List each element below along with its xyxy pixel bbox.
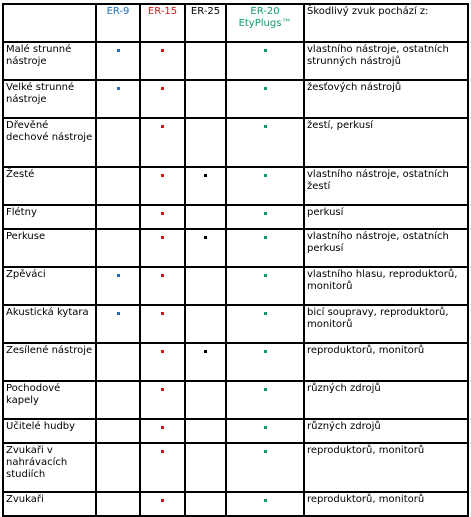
instrument-cell: Učitelé hudby [3, 419, 96, 443]
table-row [3, 80, 468, 118]
er20-recommended-marker [264, 388, 267, 391]
instrument-cell: Akustická kytara [3, 305, 96, 343]
noise-source-cell: vlastního nástroje, ostatních strunných nástrojů [304, 42, 468, 80]
noise-source-cell: žesťových nástrojů [304, 80, 468, 118]
er20-cell [226, 229, 304, 267]
er9-cell [96, 267, 140, 305]
er9-recommended-marker [117, 312, 120, 315]
er15-cell [140, 118, 185, 167]
er15-cell [140, 267, 185, 305]
instrument-cell: Zvukaři v nahrávacích studiích [3, 443, 96, 492]
table-row [3, 305, 468, 343]
table-row [3, 419, 468, 443]
instrument-cell: Malé strunné nástroje [3, 42, 96, 80]
er20-cell [226, 118, 304, 167]
instrument-cell: Pochodové kapely [3, 381, 96, 419]
er25-cell [185, 443, 226, 492]
noise-source-cell: vlastního nástroje, ostatních žestí [304, 167, 468, 205]
er9-cell [96, 492, 140, 516]
instrument-cell: Zvukaři [3, 492, 96, 516]
er9-recommended-marker [117, 87, 120, 90]
er20-recommended-marker [264, 125, 267, 128]
er9-cell [96, 343, 140, 381]
er20-recommended-marker [264, 426, 267, 429]
er9-recommended-marker [117, 274, 120, 277]
er9-cell [96, 205, 140, 229]
er9-cell [96, 167, 140, 205]
er20-recommended-marker [264, 499, 267, 502]
er15-cell [140, 80, 185, 118]
er20-recommended-marker [264, 350, 267, 353]
er9-cell [96, 80, 140, 118]
er15-recommended-marker [161, 236, 164, 239]
er15-cell [140, 229, 185, 267]
er25-cell [185, 229, 226, 267]
instrument-cell: Dřevěné dechové nástroje [3, 118, 96, 167]
er20-cell [226, 305, 304, 343]
earplug-recommendation-table [2, 3, 469, 517]
er20-cell [226, 492, 304, 516]
header-er20-brand: EtyPlugs™ [238, 18, 292, 29]
er25-cell [185, 492, 226, 516]
noise-source-cell: vlastního nástroje, ostatních perkusí [304, 229, 468, 267]
er9-cell [96, 42, 140, 80]
er25-cell [185, 343, 226, 381]
noise-source-cell: různých zdrojů [304, 419, 468, 443]
er20-cell [226, 443, 304, 492]
er25-cell [185, 305, 226, 343]
er20-cell [226, 381, 304, 419]
er25-cell [185, 80, 226, 118]
er20-recommended-marker [264, 212, 267, 215]
er15-cell [140, 381, 185, 419]
table-row [3, 443, 468, 492]
er20-cell [226, 343, 304, 381]
header-er15: ER-15 [140, 4, 185, 42]
er20-recommended-marker [264, 174, 267, 177]
er15-recommended-marker [161, 450, 164, 453]
er20-recommended-marker [264, 49, 267, 52]
noise-source-cell: vlastního hlasu, reproduktorů, monitorů [304, 267, 468, 305]
header-source: Škodlivý zvuk pochází z: [304, 4, 468, 42]
er25-recommended-marker [204, 174, 207, 177]
table-row [3, 205, 468, 229]
table-row [3, 492, 468, 516]
instrument-cell: Flétny [3, 205, 96, 229]
instrument-cell: Žesté [3, 167, 96, 205]
er25-cell [185, 381, 226, 419]
er15-cell [140, 443, 185, 492]
er15-recommended-marker [161, 49, 164, 52]
er15-recommended-marker [161, 312, 164, 315]
er25-recommended-marker [204, 236, 207, 239]
er20-recommended-marker [264, 87, 267, 90]
er15-cell [140, 42, 185, 80]
er15-recommended-marker [161, 125, 164, 128]
instrument-cell: Zpěváci [3, 267, 96, 305]
er20-recommended-marker [264, 450, 267, 453]
header-er9: ER-9 [96, 4, 140, 42]
er15-cell [140, 167, 185, 205]
er15-recommended-marker [161, 87, 164, 90]
er15-cell [140, 492, 185, 516]
er15-cell [140, 205, 185, 229]
er20-recommended-marker [264, 236, 267, 239]
table-row [3, 267, 468, 305]
er25-cell [185, 42, 226, 80]
er9-cell [96, 118, 140, 167]
er15-cell [140, 305, 185, 343]
er15-cell [140, 343, 185, 381]
noise-source-cell: reproduktorů, monitorů [304, 343, 468, 381]
er9-cell [96, 443, 140, 492]
er9-cell [96, 229, 140, 267]
er20-cell [226, 205, 304, 229]
er20-recommended-marker [264, 274, 267, 277]
table-row [3, 229, 468, 267]
er25-cell [185, 118, 226, 167]
header-er25: ER-25 [185, 4, 226, 42]
noise-source-cell: různých zdrojů [304, 381, 468, 419]
er25-cell [185, 205, 226, 229]
instrument-cell: Zesílené nástroje [3, 343, 96, 381]
er15-recommended-marker [161, 350, 164, 353]
er25-cell [185, 167, 226, 205]
er20-cell [226, 167, 304, 205]
earplug-table-container [2, 3, 469, 517]
table-row [3, 42, 468, 80]
er15-recommended-marker [161, 212, 164, 215]
er15-recommended-marker [161, 426, 164, 429]
table-row [3, 118, 468, 167]
noise-source-cell: bicí soupravy, reproduktorů, monitorů [304, 305, 468, 343]
er25-cell [185, 419, 226, 443]
noise-source-cell: reproduktorů, monitorů [304, 492, 468, 516]
er9-cell [96, 419, 140, 443]
er20-cell [226, 42, 304, 80]
er20-recommended-marker [264, 312, 267, 315]
er15-recommended-marker [161, 388, 164, 391]
table-row [3, 167, 468, 205]
instrument-cell: Perkuse [3, 229, 96, 267]
table-row [3, 381, 468, 419]
header-row [3, 4, 468, 42]
er9-recommended-marker [117, 49, 120, 52]
noise-source-cell: perkusí [304, 205, 468, 229]
noise-source-cell: reproduktorů, monitorů [304, 443, 468, 492]
table-body [3, 42, 468, 516]
er15-recommended-marker [161, 274, 164, 277]
er9-cell [96, 381, 140, 419]
header-er20-model: ER-20 [250, 6, 280, 17]
er20-cell [226, 419, 304, 443]
er25-cell [185, 267, 226, 305]
noise-source-cell: žestí, perkusí [304, 118, 468, 167]
er25-recommended-marker [204, 350, 207, 353]
er9-cell [96, 305, 140, 343]
er15-cell [140, 419, 185, 443]
er20-cell [226, 80, 304, 118]
table-row [3, 343, 468, 381]
header-instrument [3, 4, 96, 42]
er20-cell [226, 267, 304, 305]
er15-recommended-marker [161, 174, 164, 177]
instrument-cell: Velké strunné nástroje [3, 80, 96, 118]
header-er20 [226, 4, 304, 42]
er15-recommended-marker [161, 499, 164, 502]
